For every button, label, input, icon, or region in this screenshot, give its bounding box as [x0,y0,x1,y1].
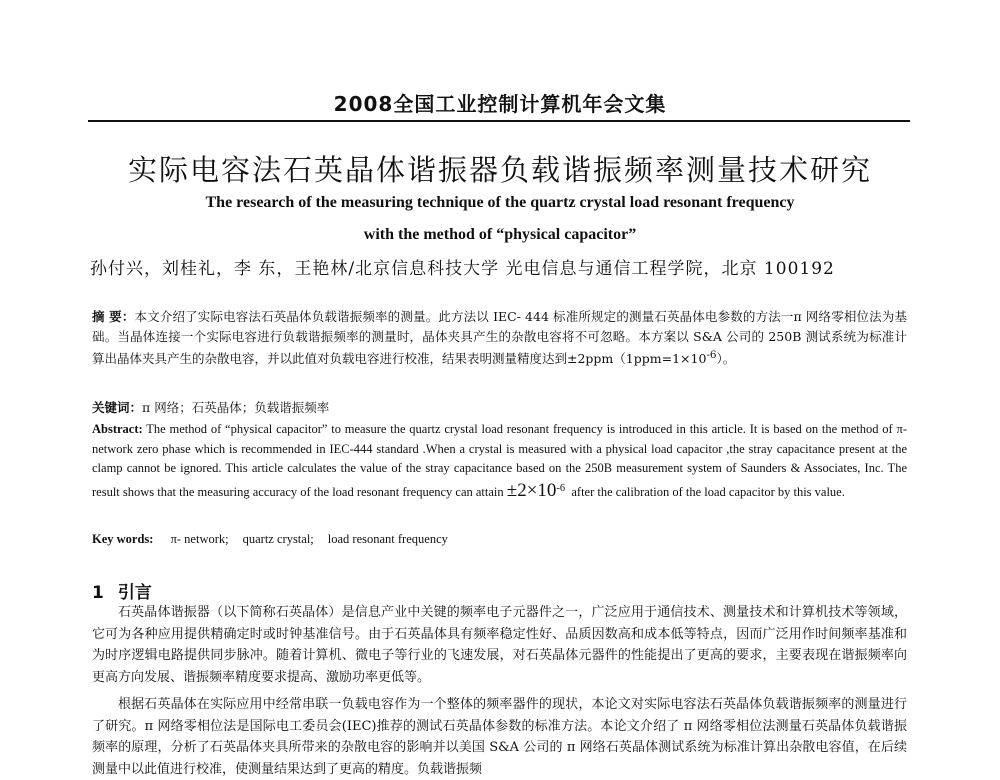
abstract-chinese-tail: ）。 [716,351,736,367]
section-body [92,602,907,780]
abstract-chinese [92,307,907,369]
keywords-chinese-label: 关键词： [92,400,143,415]
keyword-3: load resonant frequency [327,532,448,546]
keywords-chinese [92,398,907,418]
journal-header: 2008全国工业控制计算机年会文集 [333,92,667,116]
section-number: 1 [92,583,104,603]
abstract-english-text: The method of “physical capacitor” to measure the quartz crystal load resonant frequency is introduced in this article. It is based on the method of π- network zero phase which is recommended in IEC-444 standard .When a crystal is measured with a physical load capacitor ,the stray capacitance present at the clamp cannot be ignored. This article calculates the value of the stray capacitance based on the 250B measurement system of Saunders & Associates, Inc. The result shows that the measuring accuracy of the load resonant frequency can attain [92,422,907,499]
section-title: 引言 [117,583,152,603]
section-heading [92,578,152,603]
abstract-chinese-label: 摘 要： [92,309,135,324]
author-affiliation: 孙付兴，刘桂礼，李 东，王艳林/北京信息科技大学 光电信息与通信工程学院，北京 100192 [90,259,835,279]
accuracy-exponent: -6 [556,482,566,494]
header-rule [88,120,910,122]
accuracy-value: ±2×10 [506,479,557,501]
keywords-chinese-text: π 网络；石英晶体；负载谐振频率 [142,400,330,415]
keyword-2: quartz crystal; [242,532,314,546]
abstract-chinese-exponent: -6 [706,349,717,361]
keyword-1: π- network; [170,532,229,546]
paper-title-english-line1: The research of the measuring technique of the quartz crystal load resonant frequency [205,194,795,211]
abstract-chinese-text: 本文介绍了实际电容法石英晶体负载谐振频率的测量。此方法以 IEC- 444 标准所规定的测量石英晶体电参数的方法一π 网络零相位法为基础。当晶体连接一个实际电容进行负载谐振频率的测量时，晶体夹具产生的杂散电容将不可忽略。本方案以 S&A 公司的 250B 测试系统为标准计算出晶体夹具产生的杂散电容，并以此值对负载电容进行校准，结果表明测量精度达到±2ppm（1ppm=1×10 [92,309,907,367]
abstract-english [92,420,907,502]
paper-title-chinese: 实际电容法石英晶体谐振器负载谐振频率测量技术研究 [127,153,872,187]
body-paragraph-2: 根据石英晶体在实际应用中经常串联一负载电容作为一个整体的频率器件的现状，本论文对实际电容法石英晶体负载谐振频率的测量进行了研究。π 网络零相位法是国际电工委员会(IEC)推荐的测试石英晶体参数的标准方法。本论文介绍了 π 网络零相位法测量石英晶体负载谐振频率的原理，分析了石英晶体夹具所带来的杂散电容的影响并以美国 S&A 公司的 π 网络石英晶体测试系统为标准计算出杂散电容值，在后续测量中以此值进行校准，使测量结果达到了更高的精度。负载谐振频 [92,697,907,777]
abstract-english-tail: after the calibration of the load capacitor by this value. [571,484,845,499]
keywords-english [92,530,907,550]
body-paragraph-1: 石英晶体谐振器（以下简称石英晶体）是信息产业中关键的频率电子元器件之一，广泛应用于通信技术、测量技术和计算机技术等领域，它可为各种应用提供精确定时或时钟基准信号。由于石英晶体具有频率稳定性好、品质因数高和成本低等特点，因而广泛用作时间频率基准和为时序逻辑电路提供同步脉冲。随着计算机、微电子等行业的飞速发展，对石英晶体元器件的性能提出了更高的要求，主要表现在谐振频率向更高方向发展、谐振频率精度要求提高、激励功率更低等。 [92,605,907,685]
keywords-english-label: Key words: [92,532,154,546]
abstract-english-label: Abstract: [92,422,143,436]
paper-title-english-line2: with the method of “physical capacitor” [363,226,637,243]
